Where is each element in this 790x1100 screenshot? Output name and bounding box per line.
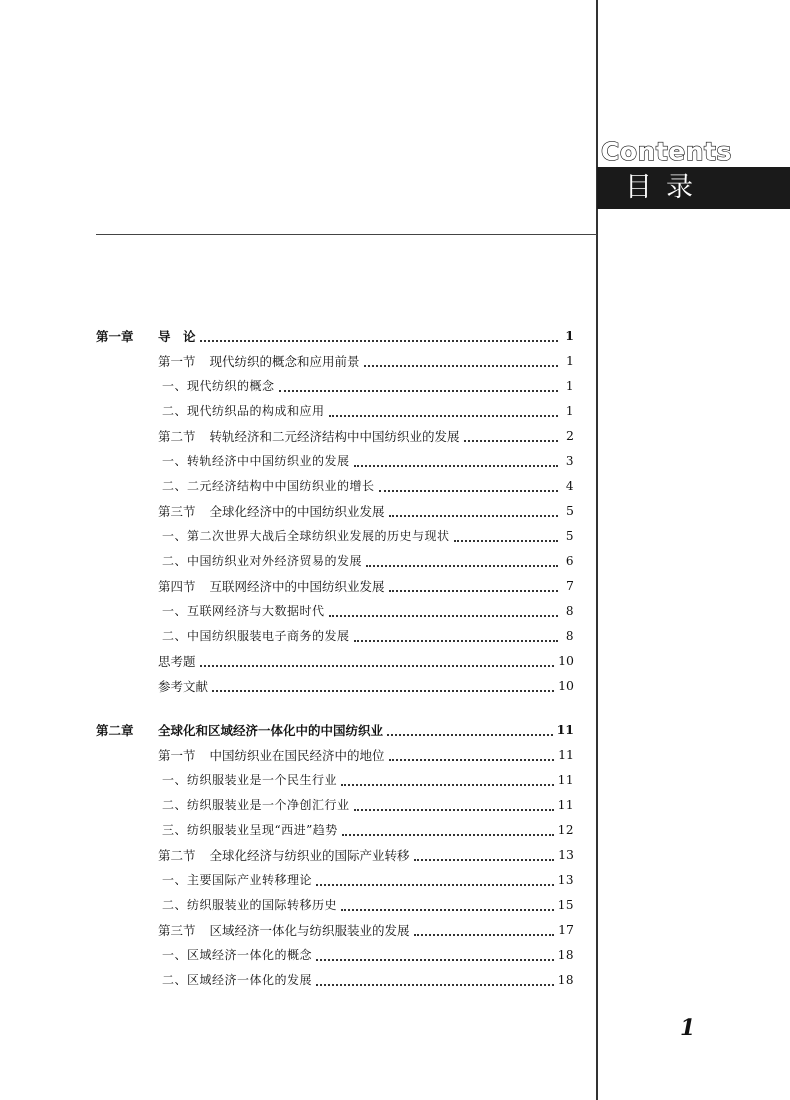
toc-subsection-entry[interactable] xyxy=(96,967,574,992)
toc-page-number: 8 xyxy=(565,603,574,618)
vertical-rule xyxy=(596,0,598,1100)
toc-section-entry[interactable] xyxy=(96,423,574,448)
toc-page-number: 13 xyxy=(557,872,574,887)
toc-page-number: 12 xyxy=(557,822,574,837)
toc-subsection-entry[interactable] xyxy=(96,623,574,648)
toc-entry-number: 第一节 xyxy=(158,353,196,369)
toc-page-number: 10 xyxy=(558,653,574,668)
toc-leader-dots xyxy=(341,897,554,911)
toc-entry-title: 一、纺织服装业是一个民生行业 xyxy=(162,773,338,787)
toc-page-number: 1 xyxy=(565,328,574,343)
toc-page-number: 10 xyxy=(558,678,574,693)
toc-entry-title: 互联网经济中的中国纺织业发展 xyxy=(209,578,385,594)
toc-entry-title: 二、现代纺织品的构成和应用 xyxy=(162,404,325,418)
toc-entry-title: 二、纺织服装业是一个净创汇行业 xyxy=(162,798,350,812)
toc-leader-dots xyxy=(414,847,555,861)
toc-entry-title: 二、中国纺织服装电子商务的发展 xyxy=(162,629,350,643)
toc-page-number: 7 xyxy=(566,578,574,593)
toc-entry-number: 第一章 xyxy=(96,328,134,344)
toc-page-number: 11 xyxy=(558,747,574,762)
toc-subsection-entry[interactable] xyxy=(96,942,574,967)
toc-section-entry[interactable] xyxy=(96,648,574,673)
toc-section-entry[interactable] xyxy=(96,917,574,942)
toc-entry-title: 一、互联网经济与大数据时代 xyxy=(162,604,325,618)
contents-heading-english: Contents xyxy=(601,137,732,166)
toc-page-number: 17 xyxy=(558,922,574,937)
toc-entry-title: 一、现代纺织的概念 xyxy=(162,379,275,393)
toc-leader-dots xyxy=(389,578,558,592)
toc-chapter-gap xyxy=(96,698,574,717)
toc-leader-dots xyxy=(316,972,554,986)
toc-page-number: 1 xyxy=(565,403,574,418)
toc-subsection-entry[interactable] xyxy=(96,792,574,817)
toc-leader-dots xyxy=(354,628,558,642)
toc-leader-dots xyxy=(329,603,558,617)
toc-section-entry[interactable] xyxy=(96,842,574,867)
toc-entry-title: 现代纺织的概念和应用前景 xyxy=(209,353,360,369)
toc-entry-title: 区域经济一体化与纺织服装业的发展 xyxy=(209,922,410,938)
toc-leader-dots xyxy=(279,378,558,392)
horizontal-rule xyxy=(96,234,597,235)
toc-page-number: 18 xyxy=(557,972,574,987)
toc-entry-number: 第三节 xyxy=(158,922,196,938)
toc-entry-title: 全球化经济中的中国纺织业发展 xyxy=(209,503,385,519)
table-of-contents xyxy=(96,323,574,992)
toc-title-banner: 目录 xyxy=(597,167,790,209)
toc-leader-dots xyxy=(414,922,555,936)
toc-entry-number: 第二章 xyxy=(96,722,134,738)
toc-leader-dots xyxy=(329,403,558,417)
toc-page-number: 11 xyxy=(556,722,574,737)
toc-page-number: 5 xyxy=(565,528,574,543)
toc-leader-dots xyxy=(354,453,558,467)
toc-section-entry[interactable] xyxy=(96,498,574,523)
toc-entry-title: 中国纺织业在国民经济中的地位 xyxy=(209,747,385,763)
page-number: 1 xyxy=(680,1015,696,1041)
toc-entry-title: 二、区域经济一体化的发展 xyxy=(162,973,313,987)
toc-page-number: 1 xyxy=(566,353,574,368)
toc-leader-dots xyxy=(342,822,554,836)
toc-subsection-entry[interactable] xyxy=(96,523,574,548)
toc-page-number: 5 xyxy=(566,503,574,518)
toc-entry-number: 第二节 xyxy=(158,847,196,863)
toc-leader-dots xyxy=(366,553,558,567)
toc-entry-title: 一、第二次世界大战后全球纺织业发展的历史与现状 xyxy=(162,529,450,543)
toc-chapter-entry[interactable] xyxy=(96,323,574,348)
toc-entry-title: 一、转轨经济中中国纺织业的发展 xyxy=(162,454,350,468)
toc-chapter-entry[interactable] xyxy=(96,717,574,742)
toc-page-number: 8 xyxy=(565,628,574,643)
toc-leader-dots xyxy=(316,872,554,886)
toc-page-number: 4 xyxy=(565,478,574,493)
toc-entry-title: 二、纺织服装业的国际转移历史 xyxy=(162,898,338,912)
toc-page-number: 11 xyxy=(557,797,574,812)
toc-subsection-entry[interactable] xyxy=(96,398,574,423)
toc-leader-dots xyxy=(354,797,554,811)
toc-page-number: 11 xyxy=(557,772,574,787)
toc-entry-title: 二、中国纺织业对外经济贸易的发展 xyxy=(162,554,363,568)
toc-entry-number: 第二节 xyxy=(158,428,196,444)
toc-entry-number: 第三节 xyxy=(158,503,196,519)
toc-page-number: 15 xyxy=(557,897,574,912)
toc-entry-title: 导 论 xyxy=(158,328,196,344)
toc-leader-dots xyxy=(316,947,554,961)
toc-leader-dots xyxy=(389,503,558,517)
toc-subsection-entry[interactable] xyxy=(96,817,574,842)
toc-leader-dots xyxy=(454,528,558,542)
toc-page-number: 2 xyxy=(566,428,574,443)
toc-entry-number: 第四节 xyxy=(158,578,196,594)
toc-section-entry[interactable] xyxy=(96,573,574,598)
toc-entry-title: 一、区域经济一体化的概念 xyxy=(162,948,313,962)
toc-leader-dots xyxy=(364,353,558,367)
toc-subsection-entry[interactable] xyxy=(96,598,574,623)
toc-page-number: 3 xyxy=(565,453,574,468)
toc-section-entry[interactable] xyxy=(96,742,574,767)
toc-section-entry[interactable] xyxy=(96,348,574,373)
toc-leader-dots xyxy=(341,772,554,786)
toc-section-entry[interactable] xyxy=(96,673,574,698)
toc-entry-title: 三、纺织服装业呈现“西进”趋势 xyxy=(162,823,338,837)
toc-page-number: 6 xyxy=(565,553,574,568)
toc-leader-dots xyxy=(389,747,555,761)
toc-subsection-entry[interactable] xyxy=(96,448,574,473)
toc-subsection-entry[interactable] xyxy=(96,892,574,917)
toc-leader-dots xyxy=(387,722,553,736)
toc-entry-title: 参考文献 xyxy=(158,678,209,694)
toc-subsection-entry[interactable] xyxy=(96,373,574,398)
toc-leader-dots xyxy=(464,428,558,442)
toc-entry-title: 二、二元经济结构中中国纺织业的增长 xyxy=(162,479,375,493)
toc-page-number: 1 xyxy=(565,378,574,393)
toc-subsection-entry[interactable] xyxy=(96,867,574,892)
toc-entry-title: 全球化和区域经济一体化中的中国纺织业 xyxy=(158,722,384,738)
toc-entry-title: 全球化经济与纺织业的国际产业转移 xyxy=(209,847,410,863)
toc-entry-title: 思考题 xyxy=(158,653,196,669)
toc-page-number: 18 xyxy=(557,947,574,962)
toc-page-number: 13 xyxy=(558,847,574,862)
toc-entry-number: 第一节 xyxy=(158,747,196,763)
toc-subsection-entry[interactable] xyxy=(96,473,574,498)
toc-subsection-entry[interactable] xyxy=(96,548,574,573)
toc-leader-dots xyxy=(200,328,558,342)
toc-leader-dots xyxy=(212,678,554,692)
toc-leader-dots xyxy=(200,653,555,667)
toc-entry-title: 转轨经济和二元经济结构中中国纺织业的发展 xyxy=(209,428,460,444)
toc-leader-dots xyxy=(379,478,558,492)
toc-subsection-entry[interactable] xyxy=(96,767,574,792)
toc-entry-title: 一、主要国际产业转移理论 xyxy=(162,873,313,887)
